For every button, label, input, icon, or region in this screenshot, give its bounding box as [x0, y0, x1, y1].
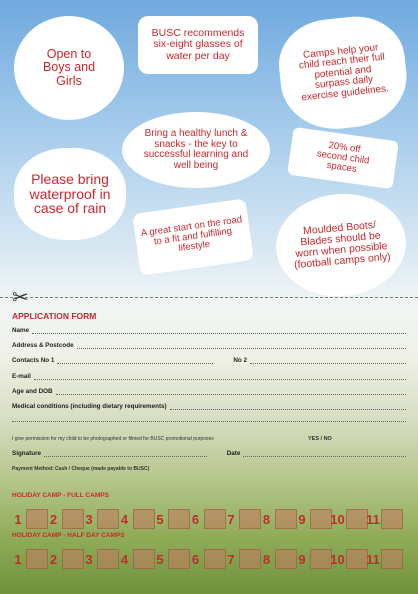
day-number: 7	[227, 511, 235, 527]
date-label: Date	[226, 450, 241, 457]
bubble-discount	[287, 127, 399, 189]
day-option[interactable]	[152, 548, 190, 570]
day-number: 6	[191, 551, 200, 567]
day-number: 3	[85, 551, 93, 567]
day-number: 3	[85, 511, 93, 527]
day-number: 5	[156, 551, 164, 567]
signature-label: Signature	[12, 450, 42, 457]
half-camps-title: HOLIDAY CAMP - HALF DAY CAMPS	[12, 532, 125, 539]
day-number: 2	[49, 511, 58, 527]
day-option[interactable]	[152, 508, 190, 530]
bubble-text: BUSC recommends six-eight glasses of water per day	[151, 27, 245, 62]
day-option[interactable]	[294, 508, 332, 530]
medical-extra-line[interactable]	[12, 416, 406, 422]
bubble-great-start	[132, 198, 254, 275]
day-option[interactable]	[81, 548, 119, 570]
form-title: APPLICATION FORM	[12, 311, 97, 321]
signature-line[interactable]	[44, 451, 207, 457]
day-option[interactable]	[365, 508, 403, 530]
contacts1-line[interactable]	[57, 358, 213, 364]
name-field[interactable]	[12, 327, 406, 334]
bubble-lunch	[122, 112, 270, 188]
day-option[interactable]	[330, 548, 368, 570]
name-label: Name	[12, 327, 30, 334]
day-option[interactable]	[294, 548, 332, 570]
day-number: 9	[298, 511, 306, 527]
email-line[interactable]	[34, 374, 406, 380]
name-line[interactable]	[32, 328, 406, 334]
bubble-text: Please bring waterproof in case of rain	[29, 170, 111, 217]
bubble-open-to-boys-girls	[14, 16, 124, 120]
no2-label: No 2	[233, 357, 247, 364]
half-camps-days	[10, 548, 408, 570]
day-number: 7	[227, 551, 235, 567]
day-number: 11	[366, 551, 380, 567]
bubble-waterproof	[14, 148, 126, 240]
day-number: 8	[262, 511, 271, 527]
medical-line[interactable]	[170, 404, 406, 410]
day-option[interactable]	[81, 508, 119, 530]
day-option[interactable]	[365, 548, 403, 570]
bubble-text: 20% off second child spaces	[316, 139, 370, 175]
day-option[interactable]	[330, 508, 368, 530]
day-option[interactable]	[46, 508, 84, 530]
day-option[interactable]	[223, 548, 261, 570]
day-number: 4	[120, 551, 129, 567]
day-option[interactable]	[10, 508, 48, 530]
day-option[interactable]	[188, 508, 226, 530]
age-field[interactable]	[12, 388, 406, 395]
day-option[interactable]	[46, 548, 84, 570]
full-camps-title: HOLIDAY CAMP - FULL CAMPS	[12, 492, 109, 499]
no2-line[interactable]	[250, 358, 406, 364]
contacts1-label: Contacts No 1	[12, 357, 55, 364]
email-label: E-mail	[12, 373, 31, 380]
day-option[interactable]	[188, 548, 226, 570]
signature-field[interactable]	[12, 450, 406, 457]
scissors-icon: ✂	[12, 287, 29, 309]
bubble-text: Camps help your child reach their full potential and surpass daily exercise guidelines.	[298, 41, 390, 104]
day-option[interactable]	[223, 508, 261, 530]
day-number: 1	[14, 511, 22, 527]
bubble-text: Moulded Boots/ Blades should be worn when possible (football camps only)	[293, 218, 392, 272]
day-number: 11	[366, 511, 380, 527]
day-number: 1	[14, 551, 22, 567]
bubble-water	[138, 16, 258, 74]
contacts-field[interactable]	[12, 357, 406, 364]
bubble-text: Open to Boys and Girls	[42, 47, 96, 88]
cut-line	[0, 297, 418, 298]
full-camps-days	[10, 508, 408, 530]
day-checkbox[interactable]	[381, 549, 403, 569]
bubble-boots	[272, 189, 410, 302]
address-label: Address & Postcode	[12, 342, 74, 349]
medical-field[interactable]	[12, 403, 406, 410]
day-number: 8	[262, 551, 271, 567]
address-field[interactable]	[12, 342, 406, 349]
day-number: 6	[191, 511, 200, 527]
day-number: 10	[330, 551, 345, 567]
day-option[interactable]	[10, 548, 48, 570]
age-line[interactable]	[56, 389, 406, 395]
bubble-text: Bring a healthy lunch & snacks - the key to successful learning and well being	[143, 128, 249, 171]
day-option[interactable]	[259, 548, 297, 570]
yes-no-option[interactable]: YES / NO	[308, 436, 332, 442]
day-number: 4	[120, 511, 129, 527]
payment-method: Payment Method: Cash / Cheque (made payable to BUSC)	[12, 466, 150, 472]
day-number: 10	[330, 511, 345, 527]
permission-text: I give permission for my child to be photographed or filmed for BUSC promotional purposes	[12, 436, 214, 442]
day-number: 9	[298, 551, 306, 567]
day-checkbox[interactable]	[381, 509, 403, 529]
medical-label: Medical conditions (including dietary requirements)	[12, 403, 167, 410]
day-number: 5	[156, 511, 164, 527]
bubble-text: A great start on the road to a fit and fulfilling lifestyle	[140, 214, 243, 255]
bubble-camps-help	[275, 12, 412, 135]
day-option[interactable]	[117, 548, 155, 570]
email-field[interactable]	[12, 373, 406, 380]
age-label: Age and DOB	[12, 388, 53, 395]
day-option[interactable]	[259, 508, 297, 530]
medical-line-2[interactable]	[12, 416, 406, 422]
day-option[interactable]	[117, 508, 155, 530]
date-line[interactable]	[243, 451, 406, 457]
address-line[interactable]	[77, 343, 406, 349]
day-number: 2	[49, 551, 58, 567]
